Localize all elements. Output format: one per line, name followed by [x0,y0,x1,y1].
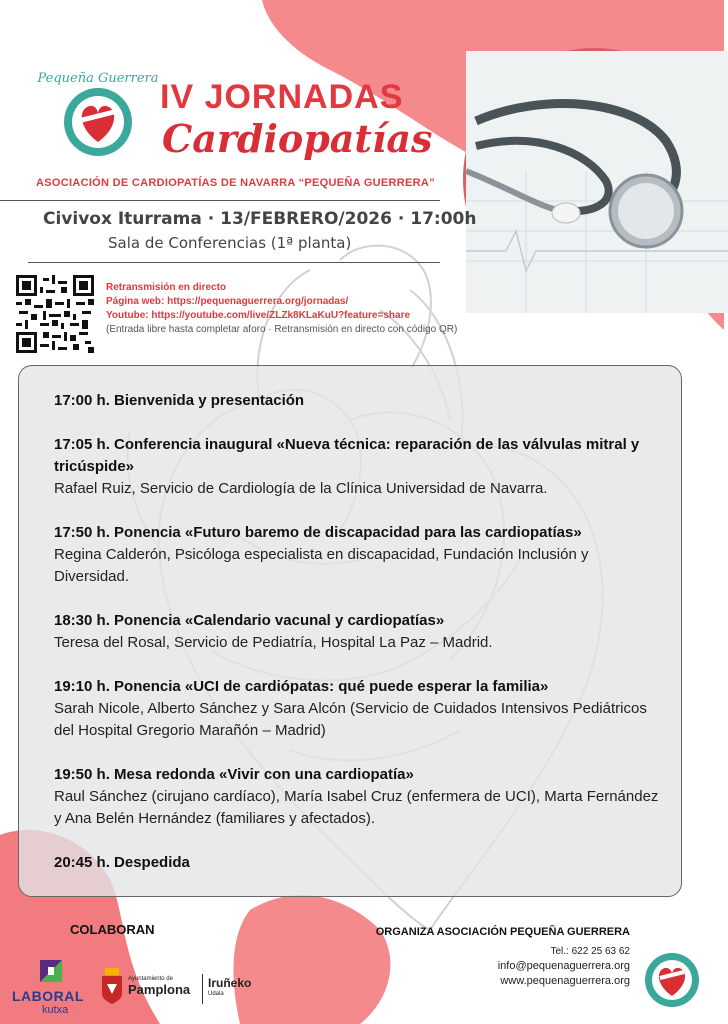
laboral-kutxa-icon [40,960,62,982]
program-item-speakers: Rafael Ruiz, Servicio de Cardiología de la Clínica Universidad de Navarra. [54,480,548,497]
event-subtitle: Cardiopatías [162,116,433,161]
program-item-title: 17:05 h. Conferencia inaugural «Nueva técnica: reparación de las válvulas mitral y tricúspide» [54,436,640,475]
qr-code[interactable] [16,275,94,353]
venue-room: Sala de Conferencias (1ª planta) [108,234,352,252]
organizer-phone: Tel.: 622 25 63 62 [550,946,630,957]
organizer-title: ORGANIZA ASOCIACIÓN PEQUEÑA GUERRERA [375,926,630,938]
program-item-speakers: Regina Calderón, Psicóloga especialista en discapacidad, Fundación Inclusión y Diversidad. [54,546,589,585]
collaborators-title: COLABORAN [70,922,155,937]
stream-title: Retransmisión en directo [106,282,227,293]
association-name: ASOCIACIÓN DE CARDIOPATÍAS DE NAVARRA “PEQUEÑA GUERRERA” [36,177,435,189]
pamplona-name: Pamplona [128,982,191,997]
program-item-title: 17:00 h. Bienvenida y presentación [54,392,305,409]
stream-youtube-link[interactable]: Youtube: https://youtube.com/live/ZLZk8KLaKuU?feature=share [106,310,411,321]
udala-label: Udala [208,991,224,997]
organizer-website[interactable]: www.pequenaguerrera.org [500,975,630,987]
program-item-speakers: Sarah Nicole, Alberto Sánchez y Sara Alcón (Servicio de Cuidados Intensivos Pediátricos del Hospital Gregorio Marañón – Madrid) [54,700,647,739]
laboral-sub: kutxa [42,1004,69,1016]
stream-web-link[interactable]: Página web: https://pequenaguerrera.org/jornadas/ [106,296,349,307]
stream-note: (Entrada libre hasta completar aforo · Retransmisión en directo con código QR) [106,324,458,335]
divider-top [0,200,440,201]
pamplona-shield-icon [100,966,124,1006]
event-title: IV JORNADAS [160,78,404,116]
program-item-title: 17:50 h. Ponencia «Futuro baremo de discapacidad para las cardiopatías» [54,524,582,541]
stethoscope-photo [463,48,725,310]
pequena-guerrera-logo-footer [636,934,708,1014]
pamplona-divider [202,974,203,1004]
venue-date-time: Civivox Iturrama · 13/FEBRERO/2026 · 17:00h [43,209,477,229]
program-item [54,522,664,588]
laboral-name: LABORAL [12,988,84,1004]
pequena-guerrera-logo [37,60,159,170]
program-item-title: 19:10 h. Ponencia «UCI de cardiópatas: qué puede esperar la familia» [54,678,549,695]
program-item [54,434,664,500]
pamplona-subtitle: Ayuntamiento de [128,976,173,982]
organizer-email[interactable]: info@pequenaguerrera.org [497,960,630,972]
program-item [54,610,664,654]
program-list [54,390,664,896]
program-item-title: 19:50 h. Mesa redonda «Vivir con una cardiopatía» [54,766,414,783]
program-item-title: 18:30 h. Ponencia «Calendario vacunal y cardiopatías» [54,612,445,629]
program-item-title: 20:45 h. Despedida [54,854,190,871]
program-item [54,390,664,412]
logo-text: Pequeña Guerrera [37,71,159,86]
program-item [54,676,664,742]
divider-bottom [28,262,440,263]
stream-info [106,281,457,337]
organizer-block [376,926,630,989]
program-item [54,852,664,874]
program-item [54,764,664,830]
program-item-speakers: Raul Sánchez (cirujano cardíaco), María Isabel Cruz (enfermera de UCI), Marta Fernández y Ana Belén Hernández (familiares y afectados). [54,788,659,827]
program-item-speakers: Teresa del Rosal, Servicio de Pediatría, Hospital La Paz – Madrid. [54,634,493,651]
iruneko-name: Iruñeko [208,976,252,990]
